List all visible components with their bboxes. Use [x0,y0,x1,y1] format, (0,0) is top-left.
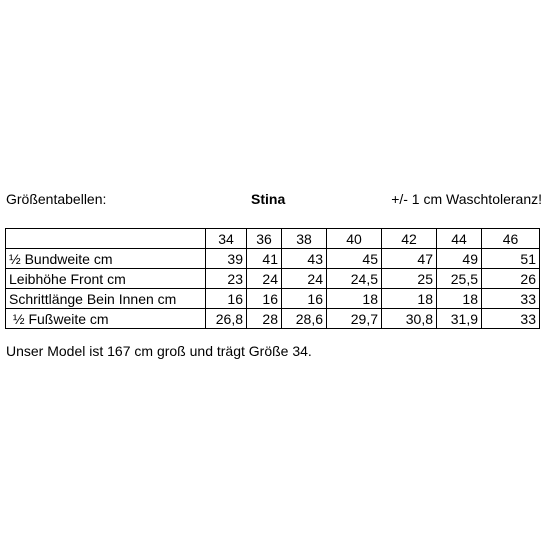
product-name: Stina [251,191,286,207]
measure-cell: 43 [282,249,327,269]
measure-cell: 33 [482,289,540,309]
table-row [6,309,540,329]
size-header-cell: 34 [206,229,247,249]
measure-cell: 18 [437,289,482,309]
page-header [6,190,542,208]
size-header-cell: 46 [482,229,540,249]
measure-cell: 28,6 [282,309,327,329]
measure-cell: 41 [247,249,282,269]
measure-cell: 16 [206,289,247,309]
measure-cell: 29,7 [327,309,382,329]
measure-cell: 28 [247,309,282,329]
measure-cell: 23 [206,269,247,289]
size-header-cell: 42 [382,229,437,249]
wash-tolerance-note: +/- 1 cm Waschtoleranz! [391,191,542,207]
header-corner-cell [6,229,206,249]
model-size-note: Unser Model ist 167 cm groß und trägt Größe 34. [6,343,312,359]
measure-cell: 18 [382,289,437,309]
row-label: Schrittlänge Bein Innen cm [6,289,206,309]
measure-cell: 26 [482,269,540,289]
size-header-cell: 38 [282,229,327,249]
measure-cell: 25 [382,269,437,289]
table-row [6,269,540,289]
measure-cell: 18 [327,289,382,309]
measure-cell: 24,5 [327,269,382,289]
table-row [6,249,540,269]
row-label: ½ Bundweite cm [6,249,206,269]
row-label: Leibhöhe Front cm [6,269,206,289]
measure-cell: 51 [482,249,540,269]
measure-cell: 39 [206,249,247,269]
size-header-cell: 40 [327,229,382,249]
size-header-cell: 44 [437,229,482,249]
measure-cell: 31,9 [437,309,482,329]
table-row [6,289,540,309]
measure-cell: 16 [247,289,282,309]
measure-cell: 24 [282,269,327,289]
measure-cell: 45 [327,249,382,269]
size-header-row [6,229,540,249]
size-chart-heading: Größentabellen: [6,191,107,207]
measure-cell: 47 [382,249,437,269]
size-header-cell: 36 [247,229,282,249]
measure-cell: 49 [437,249,482,269]
measure-cell: 25,5 [437,269,482,289]
measure-cell: 33 [482,309,540,329]
measure-cell: 16 [282,289,327,309]
row-label: ½ Fußweite cm [6,309,206,329]
measure-cell: 24 [247,269,282,289]
size-table [5,228,540,329]
measure-cell: 30,8 [382,309,437,329]
measure-cell: 26,8 [206,309,247,329]
